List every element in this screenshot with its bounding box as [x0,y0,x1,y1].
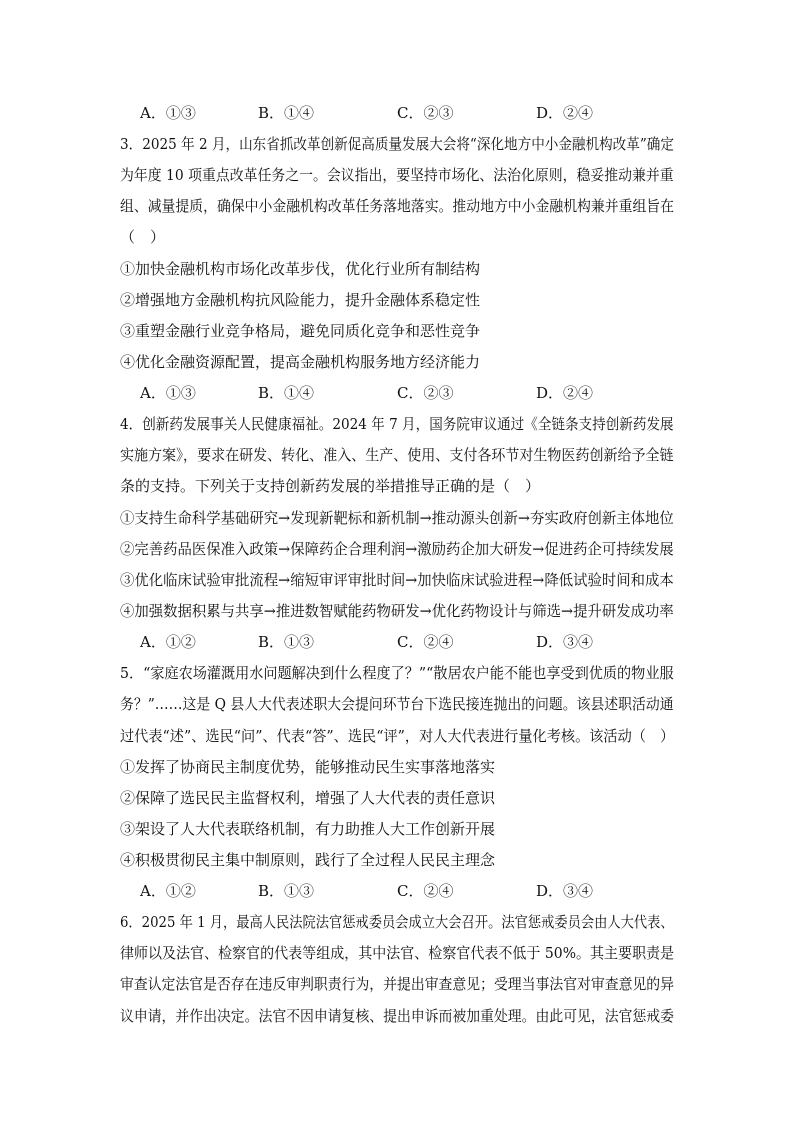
q4-stem-line: 实施方案》，要求在研发、转化、准入、生产、使用、支付各环节对生物医药创新给予全链 [120,446,674,464]
q4-option-b: B．①③ [258,633,315,651]
q4-option-a: A．①② [140,633,196,651]
q3-option-d: D．②④ [536,384,594,402]
q2-option-c: C．②③ [397,104,454,122]
q2-options [140,103,660,123]
q3-option-b: B．①④ [258,384,315,402]
q3-item: ②增强地方金融机构抗风险能力，提升金融体系稳定性 [120,291,481,309]
q4-item: ④加强数据积累与共享→推进数智赋能药物研发→优化药物设计与筛选→提升研发成功率 [120,602,674,620]
q5-option-b: B．①③ [258,882,315,900]
q5-item: ④积极贯彻民主集中制原则，践行了全过程人民民主理念 [120,851,496,869]
q4-item: ③优化临床试验审批流程→缩短审评审批时间→加快临床试验进程→降低试验时间和成本 [120,571,674,589]
q2-option-d: D．②④ [536,104,594,122]
q2-option-b: B．①④ [258,104,315,122]
q3-item: ④优化金融资源配置，提高金融机构服务地方经济能力 [120,353,481,371]
q4-stem-line: 条的支持。下列关于支持创新药发展的举措推导正确的是（ ） [120,477,541,495]
q3-stem-line: 为年度 10 项重点改革任务之一。会议指出，要坚持市场化、法治化原则，稳妥推动兼并重 [120,166,674,184]
q6-stem-line: 议申请，并作出决定。法官不因申请复核、提出申诉而被加重处理。由此可见，法官惩戒委 [120,1007,675,1025]
q4-option-c: C．②④ [397,633,454,651]
q4-item: ②完善药品医保准入政策→保障药企合理利润→激励药企加大研发→促进药企可持续发展 [120,540,674,558]
q6-stem-line: 律师以及法官、检察官的代表等组成，其中法官、检察官代表不低于 50%。其主要职责是 [120,944,675,962]
q6-stem-line: 6．2025 年 1 月，最高人民法院法官惩戒委员会成立大会召开。法官惩戒委员会由人大代表、 [120,913,674,931]
q6-stem-line: 审查认定法官是否存在违反审判职责行为，并提出审查意见；受理当事法官对审查意见的异 [120,975,675,993]
q5-option-d: D．③④ [536,882,594,900]
q5-option-a: A．①② [140,882,196,900]
q3-option-c: C．②③ [397,384,454,402]
q3-option-a: A．①③ [140,384,196,402]
q5-stem-line: 5．“家庭农场灌溉用水问题解决到什么程度了？”“散居农户能不能也享受到优质的物业服 [120,664,674,682]
q5-options [140,881,660,901]
q3-options [140,383,660,403]
q3-stem-line: 3．2025 年 2 月，山东省抓改革创新促高质量发展大会将“深化地方中小金融机构改革”确定 [120,135,674,153]
q3-item: ①加快金融机构市场化改革步伐，优化行业所有制结构 [120,260,481,278]
q3-stem-line: （ ） [120,228,166,246]
q4-stem-line: 4．创新药发展事关人民健康福祉。2024 年 7 月，国务院审议通过《全链条支持创新药发展 [120,415,674,433]
q5-option-c: C．②④ [397,882,454,900]
q3-stem-line: 组、减量提质，确保中小金融机构改革任务落地落实。推动地方中小金融机构兼并重组旨在 [120,197,675,215]
q4-option-d: D．③④ [536,633,594,651]
q5-item: ③架设了人大代表联络机制，有力助推人大工作创新开展 [120,820,496,838]
q3-item: ③重塑金融行业竞争格局，避免同质化竞争和恶性竞争 [120,322,481,340]
q5-item: ①发挥了协商民主制度优势，能够推动民生实事落地落实 [120,758,496,776]
q4-options [140,632,660,652]
q4-item: ①支持生命科学基础研究→发现新靶标和新机制→推动源头创新→夯实政府创新主体地位 [120,509,674,527]
q5-stem-line: 过代表“述”、选民“问”、代表“答”、选民“评”，对人大代表进行量化考核。该活动（ ） [120,727,675,745]
q5-stem-line: 务？”……这是 Q 县人大代表述职大会提问环节台下选民接连抛出的问题。该县述职活动通 [120,695,674,713]
q5-item: ②保障了选民民主监督权利，增强了人大代表的责任意识 [120,789,496,807]
q2-option-a: A．①③ [140,104,196,122]
